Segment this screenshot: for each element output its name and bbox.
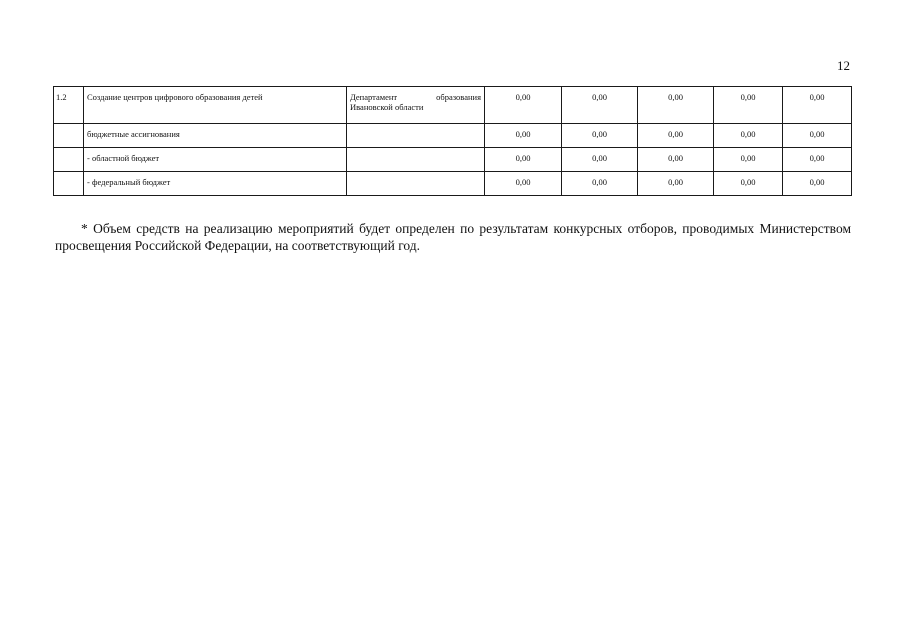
- value-cell: 0,00: [638, 87, 714, 124]
- row-index: [54, 124, 84, 148]
- value-cell: 0,00: [485, 124, 562, 148]
- row-name: Создание центров цифрового образования детей: [84, 87, 347, 124]
- footnote: * Объем средств на реализацию мероприятий будет определен по результатам конкурсных отборов, проводимых Министерством просвещения Российской Федерации, на соответствующий год.: [55, 220, 851, 253]
- budget-table: [53, 86, 852, 196]
- value-cell: 0,00: [638, 124, 714, 148]
- row-department: Департамент образования Ивановской области: [347, 87, 485, 124]
- value-cell: 0,00: [562, 87, 638, 124]
- row-index: [54, 172, 84, 196]
- row-name: - федеральный бюджет: [84, 172, 347, 196]
- row-department: [347, 148, 485, 172]
- value-cell: 0,00: [783, 87, 852, 124]
- table-row: [54, 148, 852, 172]
- value-cell: 0,00: [638, 172, 714, 196]
- table-row: [54, 172, 852, 196]
- row-index: 1.2: [54, 87, 84, 124]
- value-cell: 0,00: [485, 172, 562, 196]
- page-number: 12: [837, 58, 850, 73]
- value-cell: 0,00: [638, 148, 714, 172]
- row-department: [347, 172, 485, 196]
- value-cell: 0,00: [714, 172, 783, 196]
- value-cell: 0,00: [562, 124, 638, 148]
- value-cell: 0,00: [783, 124, 852, 148]
- row-name: - областной бюджет: [84, 148, 347, 172]
- value-cell: 0,00: [485, 148, 562, 172]
- value-cell: 0,00: [485, 87, 562, 124]
- value-cell: 0,00: [783, 148, 852, 172]
- row-index: [54, 148, 84, 172]
- value-cell: 0,00: [562, 148, 638, 172]
- value-cell: 0,00: [714, 124, 783, 148]
- value-cell: 0,00: [714, 87, 783, 124]
- table-row: [54, 124, 852, 148]
- row-department: [347, 124, 485, 148]
- value-cell: 0,00: [783, 172, 852, 196]
- table-row: [54, 87, 852, 124]
- value-cell: 0,00: [714, 148, 783, 172]
- row-name: бюджетные ассигнования: [84, 124, 347, 148]
- value-cell: 0,00: [562, 172, 638, 196]
